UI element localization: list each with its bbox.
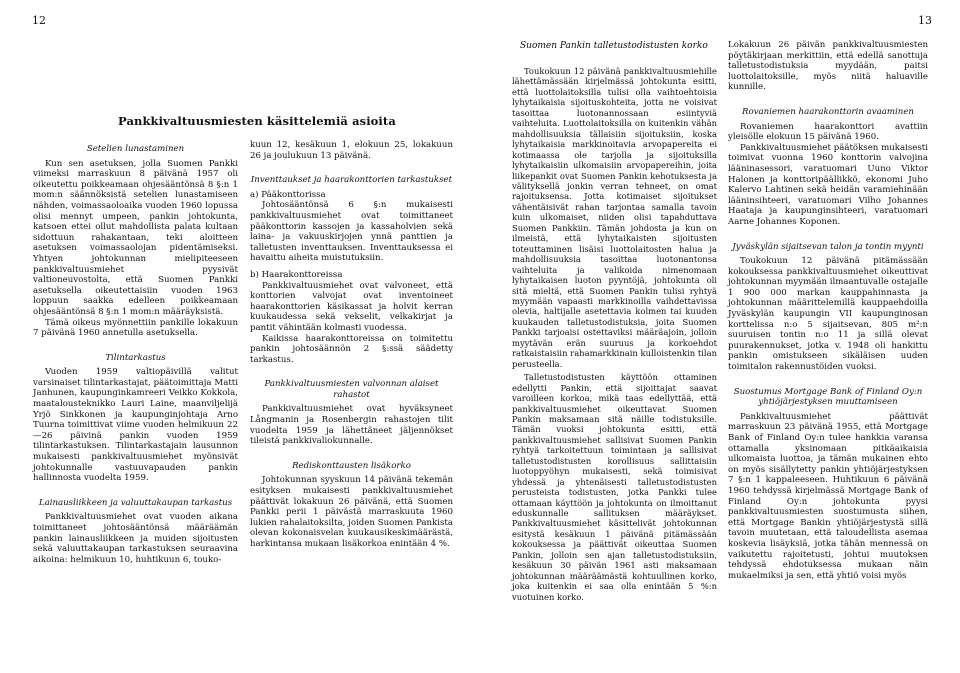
section-heading: Pankkivaltuusmiesten valvonnan alaiset rahastot <box>264 379 439 400</box>
section-heading: Rediskonttausten lisäkorko <box>292 460 411 471</box>
left-column-1 <box>33 140 238 565</box>
page-title: Pankkivaltuusmiesten käsittelemiä asioita <box>118 114 396 128</box>
section-heading: Rovaniemen haarakonttorin avaaminen <box>742 106 914 117</box>
section-heading: Suostumus Mortgage Bank of Finland Oy:n yhtiöjärjestyksen muuttamiseen <box>733 386 923 408</box>
page-number-left: 12 <box>32 14 46 27</box>
paragraph: Pankkivaltuusmiehet ovat valvoneet, että konttorien valvojat ovat inventoineet haarakonttorien käsikassat ja holvit kerran kuukaudessa sekä vekselit, velkakirjat ja pantit vähintään kolmasti vuodessa. <box>250 280 453 333</box>
paragraph: Johtokunnan syyskuun 14 päivänä tekemän esityksen mukaisesti pankkivaltuusmiehet päättivät lokakuun 26 päivänä, että Suomen Pankki perii 1 päivästä marraskuuta 1960 lukien rahalaitoksilta, joiden Suomen Pankista olevan kokonaisvelan kuukausikeskimäärästä, harkintansa mukaan lisäkorkoa enintään 4 %. <box>250 475 453 549</box>
section-heading: Setelien lunastaminen <box>86 144 185 154</box>
paragraph: Pankkivaltuusmiehet ovat vuoden aikana toimittaneet johtosääntönsä määräämän pankin lainausliikkeen ja muiden sijoitusten sekä valuuttakaupan tarkastuksen seuraavina aikoina: helmikuun 10, huhtikuun 6, touko- <box>33 512 238 565</box>
section-heading: Inventtaukset ja haarakonttorien tarkastukset <box>250 175 453 186</box>
paragraph: kuun 12, kesäkuun 1, elokuun 25, lokakuun 26 ja joulukuun 13 päivänä. <box>250 140 453 161</box>
right-column-2 <box>728 40 928 581</box>
left-column-2 <box>250 140 453 550</box>
subheading: b) Haarakonttoreissa <box>250 269 343 280</box>
paragraph: Talletustodistusten käyttöön ottaminen edellytti Pankin, että sijoittajat saavat varoilleen korkoa, mikä taas edellyttää, että pankkivaltuusmiehet oikeuttavat Suomen Pankin maksamaan sitä näille todistuksille. Tämän vuoksi johtokunta esitti, että pankkivaltuusmiehet sallisivat Suomen Pankin ryhtyä tarkoitettuun toimintaan ja sallisivat talletustodistusten korollisuus sallittaisiin luotoppyöhyn mukaisesti, sekä toimisivat yhdessä ja yhtenäisesti talletustodistusten perusteista todistusten, jotka Pankki tulee ottamaan käyttöön ja johtokunta on ilmoittanut eduskunnalle sallituksen määräykset. Pankkivaltuusmiehet käsittelivät johtokunnan esitystä kesäkuun 1 päivänä pitämässään kokouksessa ja päättivät oikeuttaa Suomen Pankin, jolloin sen ajan talletustodistuksiin, kesäkuun 30 päivän 1961 asti maksamaan johtokunnan määräämästä kohtuullinen korko, joka kuitenkin ei saa olla enintään 5 %:n vuotuinen korko. <box>512 372 717 602</box>
running-head: Suomen Pankin talletustodistusten korko <box>520 41 708 51</box>
page-number-right: 13 <box>918 14 932 27</box>
section-heading: Lainausliikkeen ja valuuttakaupan tarkastus <box>38 497 233 508</box>
paragraph: Kun sen asetuksen, jolla Suomen Pankki viimeksi marraskuun 8 päivänä 1957 oli oikeutettu poikkeamaan ohjesääntönsä 8 §:n 1 mom:n säännöksistä setelien lunastamiseen nähden, voimassaoloaika vuoden 1960 lopussa olisi mennyt umpeen, pankin johtokunta, katsoen ettei ollut mahdollista palata kultaan sidottuun rahakantaan, teki aloitteen asetuksen voimassaolojan pidentämiseksi. Yhtyen johtokunnan mielipiteeseen pankkivaltuusmiehet pyysivät valtioneuvostolta, että Suomen Pankki asetuksella oikeutettaisiin vuoden 1963 loppuun saakka edelleen poikkeamaan ohjesääntönsä 8 §:n 1 mom:n määräyksistä. <box>33 158 238 317</box>
section-heading: Jyväskylän sijaitsevan talon ja tontin myynti <box>732 241 924 252</box>
section-heading: Tilintarkastus <box>105 352 166 363</box>
paragraph: Lokakuun 26 päivän pankkivaltuusmiesten pöytäkirjaan merkittiin, että edellä sanottuja talletustodistuksia myydään, paitsi luottolaitoksille, myös niitä haluaville kunnille. <box>728 40 928 93</box>
paragraph: Pankkivaltuusmiehet päättivät marraskuun 23 päivänä 1955, että Mortgage Bank of Finland Oy:n tulee hankkia varansa ottamalla yksinomaan pitkäaikaisia ulkomaista luottoa, ja tämän mukainen ehto on myös sisällytetty pankin yhtiöjärjestyksen 7 §:n 1 kappaleeseen. Huhtikuun 6 päivänä 1960 tehdyssä kirjelmässä Mortgage Bank of Finland Oy:n johtokunta pyysi pankkivaltuusmiesten suostumusta siihen, että Mortgage Bankin yhtiöjärjestystä sillä tavoin muutetaan, että taloudellista asemaa koskevia lisäyksiä, jotka tähän mennessä on vaikutettu rajoitetusti, johtui muutoksen tehdyssä ehdotuksessa mukaan näin mukaelmiksi ja sen, että yhtiö voisi myös <box>728 411 928 581</box>
paragraph: Rovaniemen haarakonttori avattiin yleisölle elokuun 15 päivänä 1960. <box>728 121 928 143</box>
paragraph: Vuoden 1959 valtiopäivillä valitut varsinaiset tilintarkastajat, päätoimittaja Matti Janhunen, kaupunginkamreeri Veikko Kokkola, maatalousteknikko Lauri Laine, maanviljelijä Yrjö Sinkkonen ja kaupunginjohtaja Arno Tuurna toimittivat viime vuoden helmikuun 22—26 päivinä pankin vuoden 1959 tilintarkastuksen. Tilintarkastajain lausunnon mukaisesti pankkivaltuusmiehet myönsivät johtokunnalle vastuuvapauden pankin hallinnosta vuodelta 1959. <box>33 367 238 484</box>
paragraph: Pankkivaltuusmiehet ovat hyväksyneet Långmanin ja Rosenbergin rahastojen tilit vuodelta 1959 ja lähettäneet jäljennökset tileistä pankkivaliokunnalle. <box>250 404 453 447</box>
paragraph: Pankkivaltuusmiehet päätöksen mukaisesti toimivat vuonna 1960 konttorin valvojina lääninasessori, varatuomari Uuno Viktor Halonen ja konttoripäällikkö, ekonomi Juho Kalervo Lahtinen sekä heidän varamiehinään lääninsihteeri, varatuomari Vilho Johannes Haataja ja kaupunginsihteeri, varatuomari Aarne Johannes Koponen. <box>728 142 928 227</box>
subheading: a) Pääkonttorissa <box>250 189 326 200</box>
paragraph: Kaikissa haarakonttoreissa on toimitettu pankin johtosäännön 2 §:ssä säädetty tarkastus. <box>250 333 453 365</box>
right-column-1 <box>512 66 717 602</box>
paragraph: Toukokuun 12 päivänä pitämässään kokouksessa pankkivaltuusmiehet oikeuttivat johtokunnan myymään ilmaantuvalle ostajalle 1 900 000 markan kauppahinnasta ja johtokunnan määrittelemillä kauppaehdoilla Jyväskylän kaupungin VII kaupunginosan korttelissa n:o 5 sijaitsevan, 805 m²:n suuruisen tontin n:o 11 ja sillä olevat puurakennukset, jotka v. 1948 oli hankittu pankin omistukseen sikäläisen uuden toimitalon rakennustöiden vuoksi. <box>728 256 928 373</box>
paragraph: Johtosääntönsä 6 §:n mukaisesti pankkivaltuusmiehet ovat toimittaneet pääkonttorin kassojen ja kassaholvien sekä laina- ja vakuuskirjojen ynnä panttien ja talletusten inventtauksen. Inventtauksessa ei havaittu aiheita muistutuksiin. <box>250 200 453 264</box>
paragraph: Toukokuun 12 päivänä pankkivaltuusmiehille lähettämässään kirjelmässä johtokunta esitti, että luottolaitoksilla tulisi olla vaihtoehtoisia lyhytaikaisia sijoituskohteita, jotta ne voisivat tasoittaa luotonannossaan esiintyviä vaihteluita. Luottolaitoksilla on kuitenkin vähän mahdollisuuksia tällaisiin sijoituksiin, koska lyhytaikaisia markkinoitavia arvopapereita ei kotimaassa ole tarjolla ja sijoituksilla lyhytaikaisiin ulkomaisiin arvopapereihin, joita liikepankit ovat Suomen Pankin kehotuksesta ja välityksellä jonkin verran tehneet, on omat rajoituksensa. Jotta kotimaiset sijoitukset vähentäisivät rahan tarjontaa samalla tavoin kuin ulkomaiset, niiden olisi tapahduttava Suomen Pankkiin. Tämän johdosta ja kun on ilmeistä, että lyhytaikaisten sijoitusten toteuttaminen lisäisi luottolaitosten halua ja mahdollisuuksia tasoittaa luotonantonsa vaihteluita ja valikoida nimenomaan lyhytaikaisen luoton pyyntöjä, johtokunta oli sitä mieltä, että Suomen Pankin tulisi ryhtyä myymään vapaasti markkinoilla vaihdettavissa olevia, haltijalle asetettavia kolmen tai kuuden kuukauden talletustodistuksia, joita Suomen Pankki tarjoaisi ostettaviksi määräajoin, jolloin myytävän erän suuruus ja korkoehdot ratkaistaisiin rahamarkkinain kulloistenkin tilan perusteella. <box>512 66 717 369</box>
paragraph: Tämä oikeus myönnettiin pankille lokakuun 7 päivänä 1960 annetulla asetuksella. <box>33 317 238 339</box>
